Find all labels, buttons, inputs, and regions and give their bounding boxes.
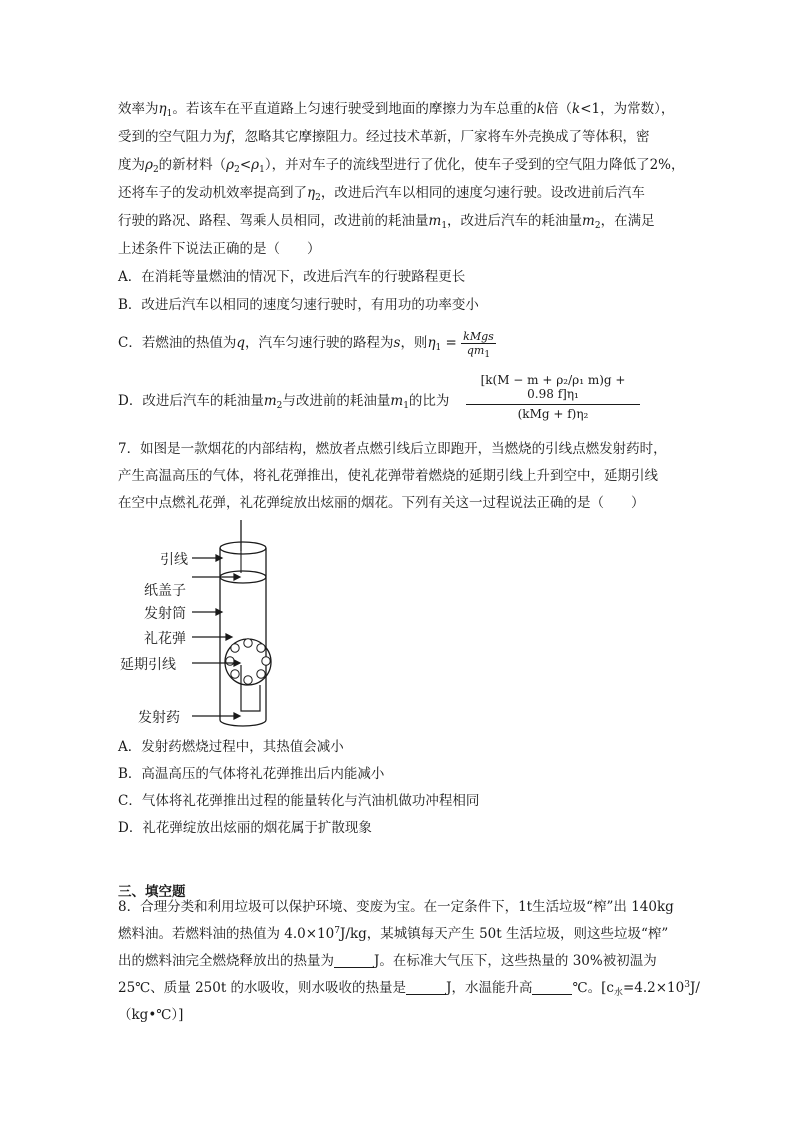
option-d-denominator: (kMg + f)η₂	[517, 407, 589, 421]
answer-blank-3[interactable]	[532, 980, 572, 995]
label-launch-tube: 发射筒	[144, 606, 186, 622]
q7-option-c: C．气体将礼花弹推出过程的能量转化与汽油机做功冲程相同	[118, 793, 480, 809]
q6-option-a: A．在消耗等量燃油的情况下，改进后汽车的行驶路程更长	[118, 269, 466, 285]
q6-line-4: 还将车子的发动机效率提高到了$\eta_2$，改进后汽车以相同的速度匀速行驶。设改进前后汽车	[118, 185, 645, 203]
answer-blank-2[interactable]	[406, 980, 446, 995]
q6-option-c: C．若燃油的热值为q，汽车匀速行驶的路程为s，则$\eta_1$ = $\frac{\text{kMgs}}{qm_1}$	[118, 330, 494, 360]
q6-stem-end: 上述条件下说法正确的是（ ）	[118, 241, 321, 257]
option-d-numerator: [k(M − m + ρ₂/ρ₁ m)g + 0.98 f]η₁	[466, 373, 640, 405]
label-firework-shell: 礼花弹	[144, 631, 186, 647]
firework-diagram	[120, 515, 310, 730]
option-d-fraction	[466, 373, 640, 421]
q6-line-3: 度为$\rho_2$的新材料$(\rho_2<\rho_1)$，并对车子的流线型进行了优化，使车子受到的空气阻力降低了2%，	[118, 157, 685, 175]
label-launch-powder: 发射药	[138, 710, 180, 726]
label-delay-fuse: 延期引线	[120, 657, 176, 673]
q7-line-3: 在空中点燃礼花弹，礼花弹绽放出炫丽的烟花。下列有关这一过程说法正确的是（ ）	[118, 495, 645, 511]
option-c-fraction: $\frac{\text{kMgs}}{qm_1}$	[463, 330, 494, 360]
q7-line-2: 产生高温高压的气体，将礼花弹推出，使礼花弹带着燃烧的延期引线上升到空中，延期引线	[118, 468, 658, 484]
section-title: 三、填空题	[118, 884, 186, 900]
q7-option-d: D．礼花弹绽放出炫丽的烟花属于扩散现象	[118, 820, 372, 836]
q6-option-b: B．改进后汽车以相同的速度匀速行驶时，有用功的功率变小	[118, 297, 479, 313]
label-paper-cap: 纸盖子	[144, 583, 186, 599]
q6-option-d: D．改进后汽车的耗油量$m_2$与改进前的耗油量$m_1$的比为	[118, 393, 450, 411]
q6-line-2: 受到的空气阻力为f，忽略其它摩擦阻力。经过技术革新，厂家将车外壳换成了等体积，密	[118, 129, 650, 145]
q6-line-5: 行驶的路况、路程、驾乘人员相同，改进前的耗油量$m_1$，改进后汽车的耗油量$m_2$，在满足	[118, 213, 655, 231]
label-fuse: 引线	[160, 552, 188, 568]
q8-line-1: 8．合理分类和利用垃圾可以保护环境、变废为宝。在一定条件下，1t生活垃圾“榨”出 140kg	[118, 899, 674, 915]
q8-line-4: 25℃、质量 250t 的水吸收，则水吸收的热量是 J，水温能升高 ℃。[$c_水=4.2\times 10^3J/$	[118, 980, 700, 998]
q7-line-1: 7．如图是一款烟花的内部结构，燃放者点燃引线后立即跑开，当燃烧的引线点燃发射药时，	[118, 441, 667, 457]
q8-line-2: 燃料油。若燃料油的热值为 $4.0\times 10^7J/kg$，某城镇每天产生 50t 生活垃圾，则这些垃圾“榨”	[118, 926, 669, 942]
q7-option-a: A．发射药燃烧过程中，其热值会减小	[118, 739, 344, 755]
q7-option-b: B．高温高压的气体将礼花弹推出后内能减小	[118, 766, 385, 782]
q6-line-1: 效率为$\eta_1$。若该车在平直道路上匀速行驶受到地面的摩擦力为车总重的k倍（k<1，为常数），	[118, 101, 675, 119]
q8-line-3: 出的燃料油完全燃烧释放出的热量为 J。在标准大气压下，这些热量的 30%被初温为	[118, 953, 657, 969]
q8-line-5: （kg•℃）]	[118, 1007, 184, 1023]
answer-blank-1[interactable]	[334, 953, 374, 968]
